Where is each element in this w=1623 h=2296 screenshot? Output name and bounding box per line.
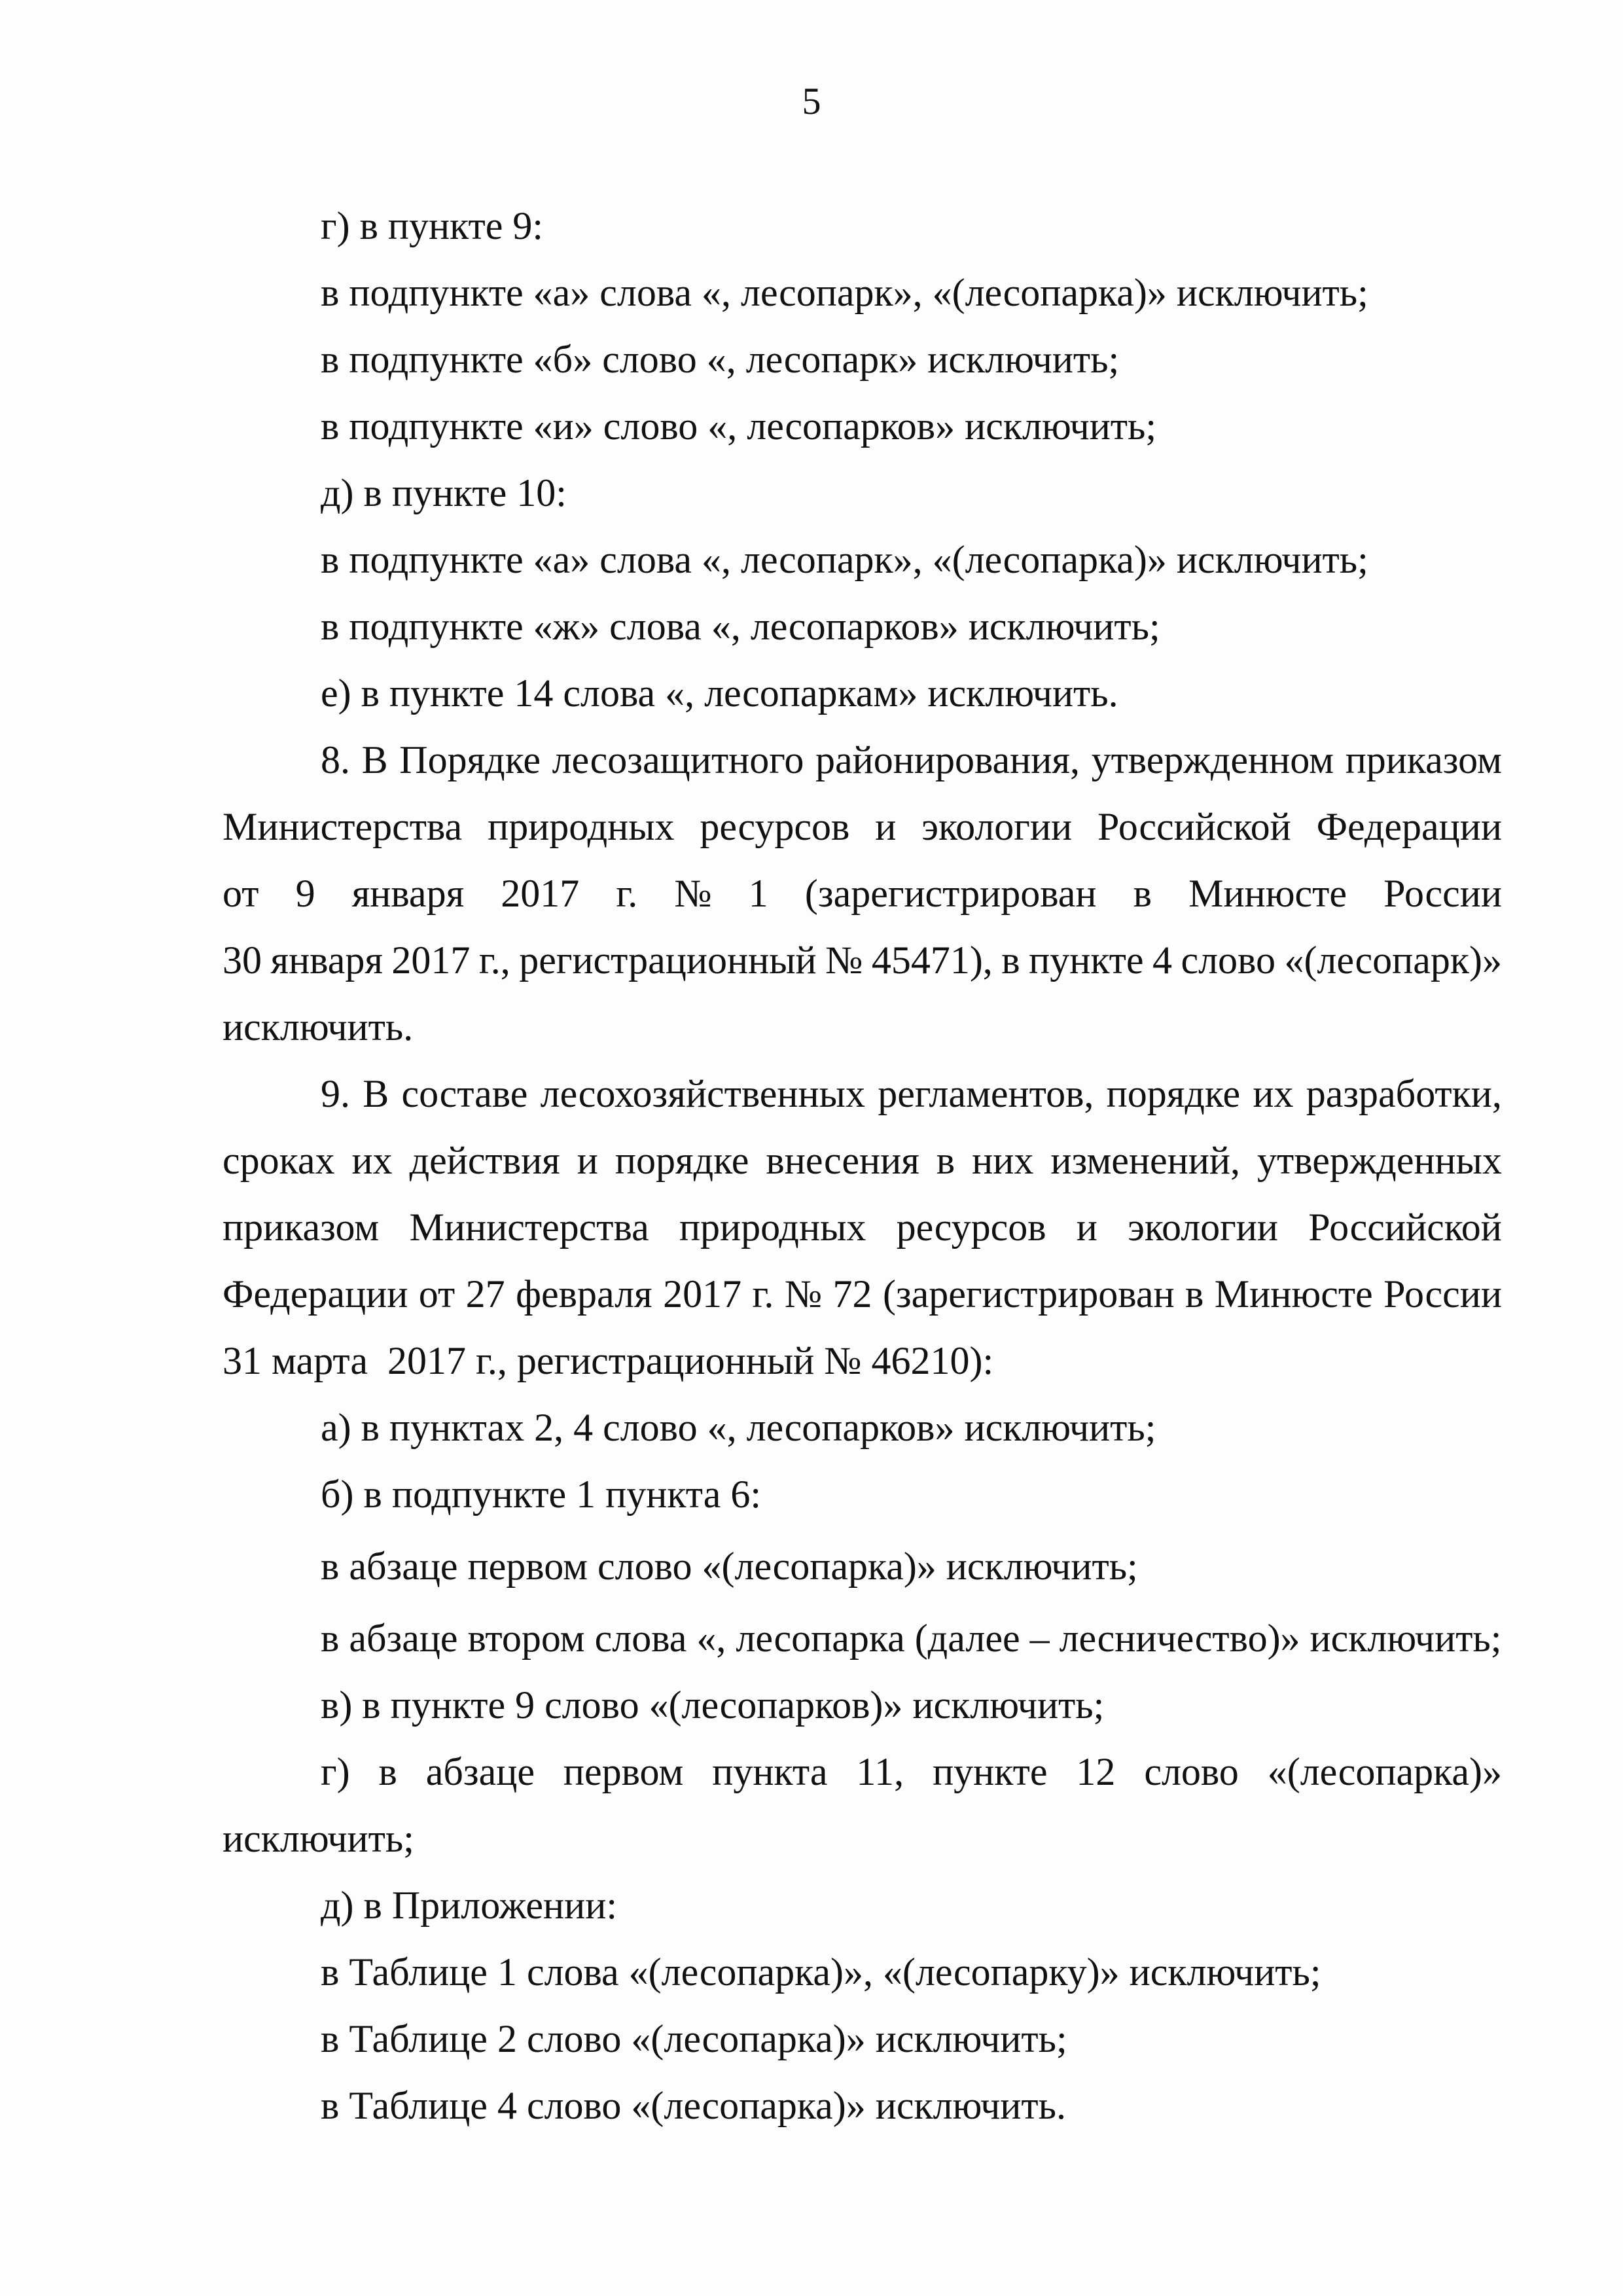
text-line: е) в пункте 14 слова «, лесопаркам» исключить. — [321, 672, 1118, 715]
text-line: д) в Приложении: — [321, 1884, 618, 1927]
text-line: в абзаце втором слова «, лесопарка (далее – лесничество)» исключить; — [321, 1617, 1502, 1660]
text-line: г) в пункте 9: — [321, 204, 544, 247]
page-number: 5 — [802, 80, 821, 122]
word: января — [270, 939, 383, 982]
word: абзаце — [425, 1750, 535, 1793]
word: ресурсов — [700, 805, 850, 848]
word: 9. — [321, 1072, 350, 1115]
text-line: в абзаце первом слово «(лесопарка)» исключить; — [321, 1545, 1138, 1588]
word: Министерства — [223, 805, 463, 848]
word: г. — [616, 872, 638, 915]
text-line: исключить. — [223, 1005, 414, 1049]
word: Федерации — [223, 1272, 408, 1316]
word: них — [972, 1139, 1034, 1182]
text-line — [223, 1138, 1502, 1183]
text-line — [321, 737, 1502, 783]
word: в — [936, 1139, 955, 1182]
text-line: в подпункте «и» слово «, лесопарков» исключить; — [321, 404, 1157, 448]
word: г. — [752, 1272, 774, 1316]
word: пункте — [933, 1750, 1048, 1793]
text-line — [223, 937, 1502, 983]
word: разработки, — [1306, 1072, 1502, 1115]
text-line: в Таблице 4 слово «(лесопарка)» исключить. — [321, 2084, 1066, 2127]
word: «(лесопарк)» — [1284, 939, 1502, 982]
word: Российской — [1308, 1206, 1502, 1249]
text-line: а) в пунктах 2, 4 слово «, лесопарков» исключить; — [321, 1406, 1156, 1449]
word: г) — [321, 1750, 350, 1793]
word: и — [1076, 1206, 1097, 1249]
word: в — [1001, 939, 1020, 982]
word: слово — [1181, 939, 1275, 982]
word: России — [1383, 1272, 1502, 1316]
text-line: б) в подпункте 1 пункта 6: — [321, 1473, 762, 1516]
word: лесозащитного — [552, 738, 804, 781]
word: Порядке — [399, 738, 541, 781]
word: действия — [409, 1139, 560, 1182]
text-line: исключить; — [223, 1817, 414, 1860]
word: их — [1253, 1072, 1294, 1115]
word: экологии — [1128, 1206, 1278, 1249]
word: лесохозяйственных — [540, 1072, 865, 1115]
text-line: д) в пункте 10: — [321, 471, 567, 514]
text-line — [223, 1271, 1502, 1317]
word: 2017 — [391, 939, 471, 982]
word: 1 — [748, 872, 768, 915]
word: № — [825, 939, 863, 982]
word: России — [1383, 872, 1502, 915]
text-line — [321, 1749, 1502, 1795]
word: приказом — [223, 1206, 380, 1249]
word: районирования, — [815, 738, 1080, 781]
word: и — [577, 1139, 598, 1182]
word: (зарегистрирован — [804, 872, 1097, 915]
word: изменений, — [1050, 1139, 1240, 1182]
word: 11, — [856, 1750, 904, 1793]
word: утвержденных — [1257, 1139, 1502, 1182]
text-line: в Таблице 1 слова «(лесопарка)», «(лесопарку)» исключить; — [321, 1950, 1321, 1994]
word: 72 — [832, 1272, 872, 1316]
word: утвержденном — [1091, 738, 1334, 781]
word: 9 — [295, 872, 315, 915]
word: 4 — [1152, 939, 1172, 982]
word: пункта — [712, 1750, 828, 1793]
word: Минюсте — [1188, 872, 1347, 915]
word: В — [363, 1072, 389, 1115]
word: и — [875, 805, 897, 848]
text-line — [223, 804, 1502, 850]
text-line — [321, 1071, 1502, 1117]
word: природных — [679, 1206, 866, 1249]
word: 8. — [321, 738, 350, 781]
word: февраля — [516, 1272, 652, 1316]
word: первом — [563, 1750, 684, 1793]
text-line — [223, 1204, 1502, 1250]
text-line: в) в пункте 9 слово «(лесопарков)» исключить; — [321, 1683, 1105, 1727]
word: составе — [401, 1072, 528, 1115]
word: регистрационный — [519, 939, 817, 982]
word: № — [784, 1272, 823, 1316]
text-line: в подпункте «а» слова «, лесопарк», «(лесопарка)» исключить; — [321, 538, 1368, 581]
word: в — [1133, 872, 1152, 915]
word: января — [351, 872, 465, 915]
word: экологии — [921, 805, 1073, 848]
word: 2017 — [663, 1272, 742, 1316]
word: 12 — [1076, 1750, 1116, 1793]
word: г., — [478, 939, 510, 982]
word: В — [361, 738, 388, 781]
word: регламентов, — [878, 1072, 1094, 1115]
word: их — [351, 1139, 393, 1182]
word: приказом — [1345, 738, 1502, 781]
word: в — [1185, 1272, 1204, 1316]
word: 27 — [465, 1272, 505, 1316]
word: ресурсов — [896, 1206, 1046, 1249]
word: «(лесопарка)» — [1267, 1750, 1502, 1793]
word: внесения — [766, 1139, 919, 1182]
word: Министерства — [409, 1206, 649, 1249]
text-line: в подпункте «а» слова «, лесопарк», «(лесопарка)» исключить; — [321, 271, 1368, 314]
text-line: в подпункте «б» слово «, лесопарк» исключить; — [321, 338, 1120, 381]
word: 2017 — [501, 872, 580, 915]
word: от — [418, 1272, 455, 1316]
word: порядке — [1106, 1072, 1241, 1115]
word: Российской — [1097, 805, 1291, 848]
word: Федерации — [1316, 805, 1502, 848]
word: природных — [488, 805, 675, 848]
word: № — [674, 872, 712, 915]
word: сроках — [223, 1139, 335, 1182]
word: (зарегистрирован — [882, 1272, 1175, 1316]
word: от — [223, 872, 259, 915]
text-line — [223, 870, 1502, 916]
word: порядке — [615, 1139, 749, 1182]
word: пункте — [1029, 939, 1144, 982]
text-line: в Таблице 2 слово «(лесопарка)» исключить; — [321, 2017, 1067, 2060]
word: 45471), — [871, 939, 993, 982]
word: слово — [1144, 1750, 1239, 1793]
text-line: в подпункте «ж» слова «, лесопарков» исключить; — [321, 605, 1160, 648]
word: Минюсте — [1214, 1272, 1373, 1316]
word: в — [378, 1750, 397, 1793]
word: 30 — [223, 939, 262, 982]
text-line: 31 марта 2017 г., регистрационный № 46210): — [223, 1339, 994, 1382]
